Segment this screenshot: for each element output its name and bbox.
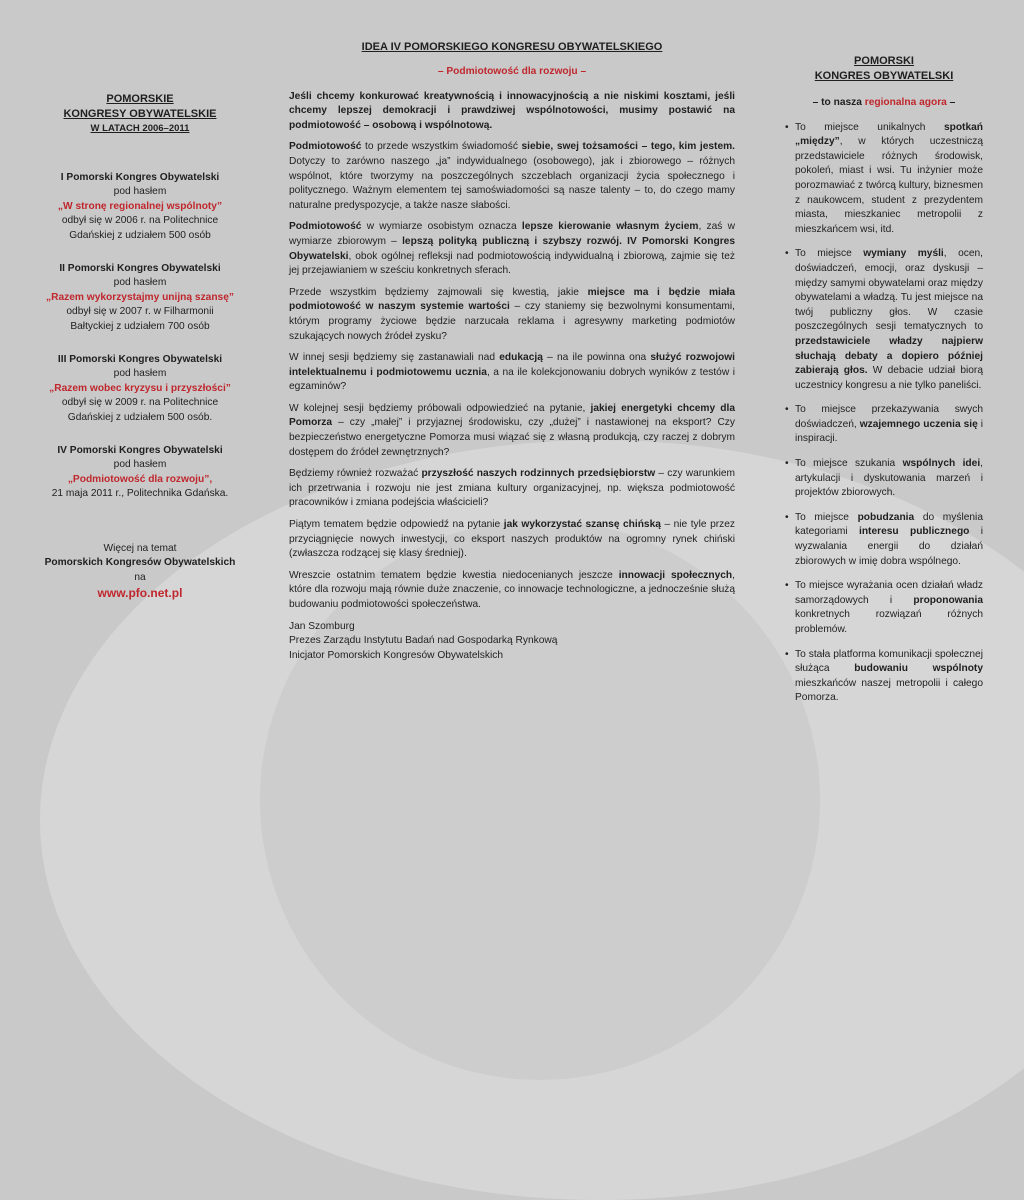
more-info bbox=[30, 542, 250, 600]
congress-line: odbył się w 2006 r. na Politechnice bbox=[61, 215, 219, 227]
congress-entry bbox=[30, 353, 250, 426]
list-item: • To miejsce wymiany myśli, ocen, doświadczeń, emocji, oraz dyskusji – między samymi obywatelami oraz między obywatelami a władzą. Tu jest miejsce na twój publiczny głos. W czasie poszczególnych sesji tematycznych to przedstawiciele władzy najpierw słuchają debaty a dopiero później zabierają głos. W debacie udział biorą uczestnicy kongresu a nie tylko paneliści. bbox=[785, 247, 983, 393]
congress-pre: pod hasłem bbox=[113, 186, 167, 198]
more-line-3: na bbox=[134, 572, 146, 584]
congress-slogan: „Razem wobec kryzysu i przyszłości” bbox=[49, 382, 231, 394]
more-line-2: Pomorskich Kongresów Obywatelskich bbox=[44, 557, 236, 569]
paragraph: W innej sesji będziemy się zastanawiali nad edukacją – na ile powinna ona służyć rozwojowi intelektualnemu i podmiotowemu ucznia, a na ile kolekcjonowaniu dobrych wyników z testów i egzaminów? bbox=[289, 352, 736, 393]
right-heading-2: KONGRES OBYWATELSKI bbox=[814, 70, 954, 82]
list-item: • To miejsce przekazywania swych doświadczeń, wzajemnego uczenia się i inspiracji. bbox=[785, 403, 983, 447]
paragraph: W kolejnej sesji będziemy próbowali odpowiedzieć na pytanie, jakiej energetyki chcemy dla Pomorza – czy „małej” i przyjaznej środowisku, czy „dużej” i nastawionej na eksport? Czy bezpieczeństwo energetyczne Pomorza musi wiązać się z własną produkcją, czy raczej z dobrym dostępem do źródeł zewnętrznych? bbox=[289, 402, 735, 458]
paragraph: Podmiotowość w wymiarze osobistym oznacza lepsze kierowanie własnym życiem, zaś w wymiarze zbiorowym – lepszą polityką publiczną i szybszy rozwój. IV Pomorski Kongres Obywatelski, obok ogólnej refleksji nad podmiotowością indywidualną i zbiorową, zajmie się też jej przejawianiem w sześciu konkretnych sferach. bbox=[289, 221, 736, 277]
signature bbox=[289, 620, 735, 664]
signature-name: Jan Szomburg bbox=[289, 620, 355, 632]
paragraph: Podmiotowość to przede wszystkim świadomość siebie, swej tożsamości – tego, kim jestem. Dotyczy to zarówno naszego „ja” indywidualnego (osobowego), jak i zbiorowego – różnych wspólnot, które tworzymy na poszczególnych szczeblach organizacji życia społecznego i politycznego. Ważnym elementem tej samoświadomości są nasze talenty – to, do czego mamy naturalne predyspozycje, a także nasze słabości. bbox=[289, 141, 735, 211]
congress-line: Gdańskiej z udziałem 500 osób. bbox=[67, 411, 213, 423]
congress-line: 21 maja 2011 r., Politechnika Gdańska. bbox=[51, 488, 229, 500]
paragraph: Będziemy również rozważać przyszłość naszych rodzinnych przedsiębiorstw – czy warunkiem ich przetrwania i rozwoju nie jest zmiana kultury organizacyjnej, np. większa podmiotowość pracowników i zmiana podejścia właścicieli? bbox=[289, 468, 735, 509]
left-heading-3: W LATACH 2006–2011 bbox=[90, 123, 190, 134]
congress-slogan: „W stronę regionalnej wspólnoty” bbox=[57, 200, 223, 212]
paragraph: Wreszcie ostatnim tematem będzie kwestia niedocenianych jeszcze innowacji społecznych, które dla rozwoju mają równie duże znaczenie, co innowacje technologiczne, a jednocześnie służą budowaniu podmiotowości społeczeństwa. bbox=[289, 569, 735, 610]
list-item: • To stała platforma komunikacji społecznej służąca budowaniu wspólnoty mieszkańców naszej metropolii i całego Pomorza. bbox=[785, 648, 983, 706]
congress-title: II Pomorski Kongres Obywatelski bbox=[59, 262, 221, 274]
agora-tagline: – to nasza regionalna agora – bbox=[812, 97, 956, 108]
idea-subtitle: – Podmiotowość dla rozwoju – bbox=[437, 66, 587, 77]
congress-title: IV Pomorski Kongres Obywatelski bbox=[57, 444, 223, 456]
congress-entry bbox=[30, 262, 250, 335]
idea-title: IDEA IV POMORSKIEGO KONGRESU OBYWATELSKIEGO bbox=[361, 41, 663, 53]
idea-column bbox=[289, 40, 735, 663]
congress-slogan: „Podmiotowość dla rozwoju”, bbox=[67, 473, 213, 485]
congress-pre: pod hasłem bbox=[113, 368, 167, 380]
congress-entry bbox=[30, 171, 250, 244]
paragraph: Przede wszystkim będziemy zajmowali się kwestią, jakie miejsce ma i będzie miała podmiotowość w naszym systemie wartości – czy staniemy się bezwolnymi konsumentami, którym programy życiowe będzie narzucała reklama i agresywny marketing podmiotów szukających nowych źródeł zysku? bbox=[289, 286, 735, 342]
right-heading-1: POMORSKI bbox=[854, 55, 914, 67]
congress-title: I Pomorski Kongres Obywatelski bbox=[60, 171, 220, 183]
congress-history-column bbox=[30, 92, 250, 600]
agora-list bbox=[785, 121, 983, 706]
signature-role: Prezes Zarządu Instytutu Badań nad Gospodarką Rynkową bbox=[289, 635, 558, 647]
congress-entry bbox=[30, 444, 250, 502]
list-item: • To miejsce unikalnych spotkań „między”, w których uczestniczą przedstawiciele różnych środowisk, pokoleń, miast i wsi. Tu inżynier może porozmawiać z twórcą kultury, biznesmen z naukowcem, student z prezydentem miasta, mieszkaniec metropolii z mieszkańcem wsi, itd. bbox=[785, 121, 983, 238]
congress-slogan: „Razem wykorzystajmy unijną szansę” bbox=[46, 291, 234, 303]
congress-line: Bałtyckiej z udziałem 700 osób bbox=[70, 320, 210, 332]
left-heading-2: KONGRESY OBYWATELSKIE bbox=[63, 108, 217, 120]
list-item: • To miejsce wyrażania ocen działań władz samorządowych i proponowania konkretnych rozwiązań różnych problemów. bbox=[785, 579, 983, 637]
congress-pre: pod hasłem bbox=[113, 459, 167, 471]
left-heading-1: POMORSKIE bbox=[106, 93, 174, 105]
agora-column bbox=[785, 54, 983, 716]
list-item: • To miejsce szukania wspólnych idei, artykulacji i dyskutowania marzeń i projektów zbiorowych. bbox=[785, 457, 983, 501]
congress-line: Gdańskiej z udziałem 500 osób bbox=[69, 229, 211, 241]
congress-line: odbył się w 2009 r. na Politechnice bbox=[61, 397, 219, 409]
website-link[interactable]: www.pfo.net.pl bbox=[97, 585, 183, 600]
idea-intro: Jeśli chcemy konkurować kreatywnością i innowacyjnością a nie niskimi kosztami, jeśli chcemy lepszej demokracji i prawdziwej wspólnotowości, musimy postawić na podmiotowość – osobową i wspólnotową. bbox=[289, 90, 735, 131]
congress-line: odbył się w 2007 r. w Filharmonii bbox=[66, 306, 214, 318]
congress-pre: pod hasłem bbox=[113, 277, 167, 289]
list-item: • To miejsce pobudzania do myślenia kategoriami interesu publicznego i wyzwalania energii do działań zbiorowych w imię dobra wspólnego. bbox=[785, 511, 983, 569]
signature-role-2: Inicjator Pomorskich Kongresów Obywatelskich bbox=[289, 649, 504, 661]
more-line-1: Więcej na temat bbox=[103, 542, 177, 554]
paragraph: Piątym tematem będzie odpowiedź na pytanie jak wykorzystać szansę chińską – nie tyle przez przyciągnięcie nowych inwestycji, co eksport naszych produktów na ogromny rynek chiński (zwłaszcza rodzącej się klasy średniej). bbox=[289, 519, 735, 560]
congress-title: III Pomorski Kongres Obywatelski bbox=[57, 353, 223, 365]
